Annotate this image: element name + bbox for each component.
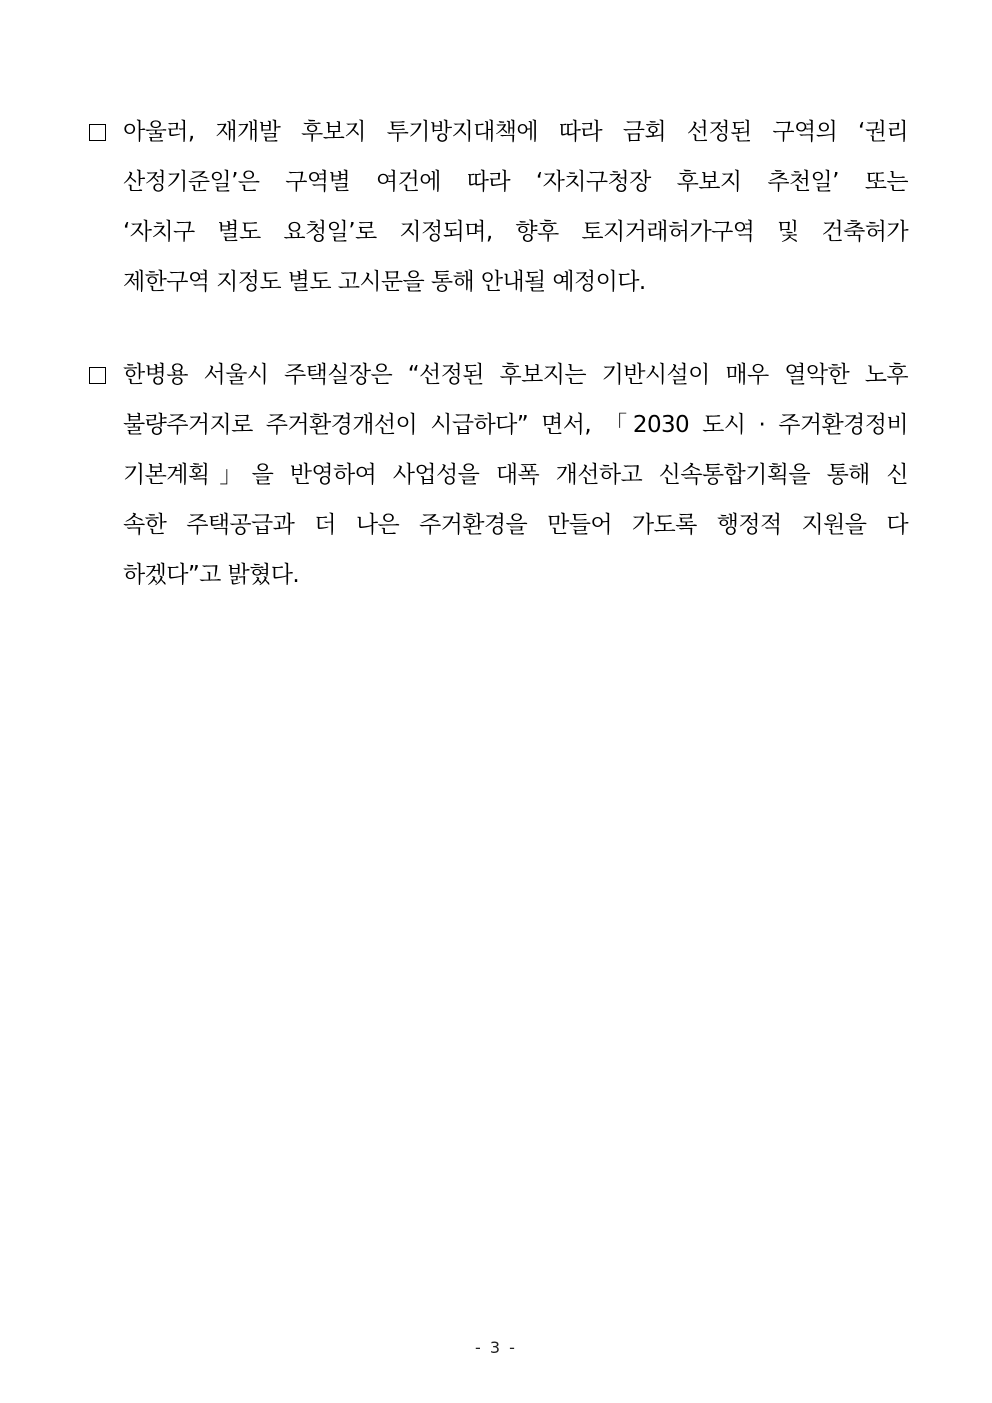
paragraph-line: 산정기준일’은 구역별 여건에 따라 ‘자치구청장 후보지 추천일’ 또는 bbox=[123, 169, 908, 195]
paragraph-line: 아울러, 재개발 후보지 투기방지대책에 따라 금회 선정된 구역의 ‘권리 bbox=[123, 119, 908, 145]
page-number: - 3 - bbox=[475, 1338, 517, 1357]
paragraph-line: 한병용 서울시 주택실장은 “선정된 후보지는 기반시설이 매우 열악한 노후 bbox=[123, 362, 908, 388]
paragraph-line: ‘자치구 별도 요청일’로 지정되며, 향후 토지거래허가구역 및 건축허가 bbox=[123, 219, 908, 245]
paragraph-2-text bbox=[123, 356, 908, 606]
paragraph-1-text bbox=[123, 113, 908, 313]
square-bullet-icon bbox=[86, 356, 108, 394]
square-bullet-icon bbox=[86, 113, 108, 151]
paragraph-line: 속한 주택공급과 더 나은 주거환경을 만들어 가도록 행정적 지원을 다 bbox=[123, 512, 908, 538]
paragraph-line: 하겠다”고 밝혔다. bbox=[123, 562, 300, 588]
paragraph-line: 불량주거지로 주거환경개선이 시급하다” 면서, 「2030 도시 · 주거환경정비 bbox=[123, 412, 908, 438]
paragraph-line: 제한구역 지정도 별도 고시문을 통해 안내될 예정이다. bbox=[123, 269, 646, 295]
paragraph-line: 기본계획」을 반영하여 사업성을 대폭 개선하고 신속통합기획을 통해 신 bbox=[123, 462, 908, 488]
